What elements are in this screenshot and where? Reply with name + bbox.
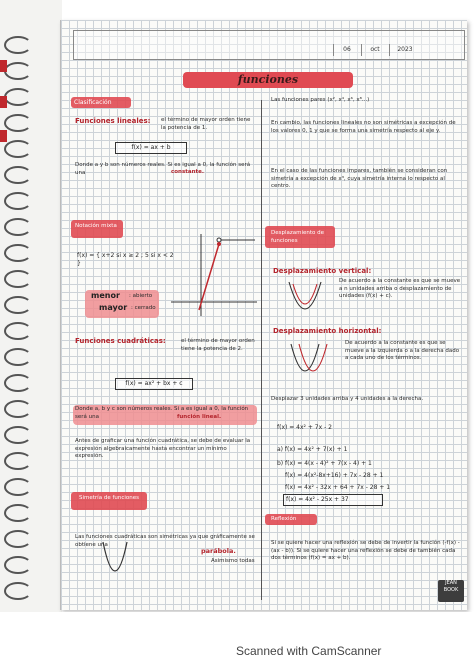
scan-footer: [0, 612, 474, 671]
desplazamiento-label: Desplazamiento de funciones: [271, 230, 325, 244]
spiral-ring: [4, 192, 32, 210]
vertical-text: De acuerdo a la constante es que se mueve a n unidades arriba o desplazamiento de unidades (f(x) + c).: [339, 278, 461, 299]
impares-text-2: En el caso de las funciones impares, también se consideran con simetría a excepción de x³, cuya simetría interna lo respecto al centro.: [271, 168, 448, 189]
lineales-text: el término de mayor orden tiene la potencia de 1.: [161, 117, 251, 131]
equation-5: f(x) = 4x² - 32x + 64 + 7x - 28 + 1: [285, 484, 391, 491]
equation-1: f(x) = 4x² + 7x - 2: [277, 424, 332, 431]
red-page-tab: [0, 130, 7, 142]
clasificacion-label: Clasificación: [74, 99, 112, 106]
cuadraticas-description: Donde a, b y c son números reales. Si a es igual a 0, la función será una: [75, 406, 249, 420]
horizontal-label: Desplazamiento horizontal:: [273, 327, 382, 335]
graficar-text: Antes de graficar una función cuadrática, se debe de evaluar la expresión algebraicamente hasta encontrar un mínimo expresión.: [75, 438, 251, 459]
red-page-tab: [0, 96, 7, 108]
spiral-ring: [4, 582, 32, 600]
menor-note: : abierto: [129, 293, 153, 299]
cuadraticas-text: el término de mayor orden tiene la potencia de 2.: [181, 338, 255, 352]
lineales-label: Funciones lineales:: [75, 117, 151, 125]
simetria-end: Asimismo todas: [211, 558, 255, 564]
red-page-tab: [0, 60, 7, 72]
mayor-label: mayor: [99, 303, 128, 312]
vertical-label: Desplazamiento vertical:: [273, 267, 372, 275]
date-month: oct: [361, 44, 388, 56]
ejemplo-text: Desplazar 3 unidades arriba y 4 unidades a la derecha.: [271, 396, 424, 402]
vertical-shift-sketch: [283, 280, 327, 320]
cuadraticas-label: Funciones cuadráticas:: [75, 337, 166, 345]
spiral-ring: [4, 530, 32, 548]
spiral-ring: [4, 374, 32, 392]
spiral-ring: [4, 140, 32, 158]
menor-label: menor: [91, 291, 120, 300]
column-divider: [261, 100, 262, 600]
horizontal-text: De acuerdo a la constante es que se mueve a la izquierda o a la derecha dado a cada uno de los términos.: [345, 340, 460, 361]
simetria-text: Las funciones cuadráticas son simétricas ya que gráficamente se obtiene una: [75, 534, 255, 548]
spiral-ring: [4, 270, 32, 288]
notacion-label: Notación mixta: [75, 223, 117, 229]
cuadraticas-formula: f(x) = ax² + bx + c: [115, 378, 193, 390]
spiral-ring: [4, 296, 32, 314]
spiral-ring: [4, 36, 32, 54]
spiral-ring: [4, 88, 32, 106]
mayor-note: : cerrado: [131, 305, 156, 311]
spiral-ring: [4, 452, 32, 470]
spiral-ring: [4, 478, 32, 496]
spiral-ring: [4, 348, 32, 366]
notebook-page: [60, 20, 467, 610]
spiral-ring: [4, 114, 32, 132]
date-year: 2023: [389, 44, 420, 56]
equation-4: f(x) = 4(x²-8x+16) + 7x - 28 + 1: [285, 472, 384, 479]
spiral-ring: [4, 244, 32, 262]
funcion-lineal-word: función lineal.: [177, 414, 222, 420]
piecewise-function: f(x) = { x+2 si x ≥ 2 ; 5 si x < 2 }: [77, 252, 174, 267]
lineales-formula: f(x) = ax + b: [115, 142, 187, 154]
spiral-ring: [4, 62, 32, 80]
spiral-ring: [4, 504, 32, 522]
spiral-ring: [4, 426, 32, 444]
page-title: funciones: [183, 72, 353, 88]
spiral-ring: [4, 218, 32, 236]
impares-text: En cambio, las funciones lineales no son simétricas a excepción de los valores 0, 1 y que se forma una simetría respecto al eje y.: [271, 120, 456, 134]
parabola-word: parábola.: [201, 547, 236, 555]
lineales-description: Donde a y b son números reales. Si es igual a 0, la función será una: [75, 162, 251, 176]
constante-word: constante.: [171, 169, 204, 175]
piecewise-graph: [171, 230, 259, 318]
parabola-sketch: [95, 540, 135, 576]
reflexion-text: Si se quiere hacer una reflexión se debe de invertir la función (-f(x) - (ax - b)). Si se quiere hacer una reflexión se debe de también cada dos términos (f(x) = ax + b).: [271, 540, 460, 561]
equation-2: a) f(x) = 4x² + 7(x) + 1: [277, 446, 348, 453]
spiral-binding: [0, 0, 62, 612]
potencias-text: Las funciones pares (x², x⁴, x⁶, x⁸...): [271, 97, 370, 103]
spiral-ring: [4, 556, 32, 574]
equation-6: f(x) = 4x² - 25x + 37: [283, 494, 383, 506]
spiral-ring: [4, 166, 32, 184]
camscanner-watermark: Scanned with CamScanner: [236, 644, 382, 658]
spiral-ring: [4, 322, 32, 340]
date-day: 06: [333, 44, 360, 56]
reflexion-label: Reflexión: [271, 516, 297, 522]
horizontal-shift-sketch: [287, 342, 331, 382]
notebook-brand-stamp: JEAN BOOK: [438, 580, 464, 602]
equation-3: b) f(x) = 4(x - 4)² + 7(x - 4) + 1: [277, 460, 372, 467]
simetria-label: Simetría de funciones: [79, 495, 140, 501]
spiral-ring: [4, 400, 32, 418]
